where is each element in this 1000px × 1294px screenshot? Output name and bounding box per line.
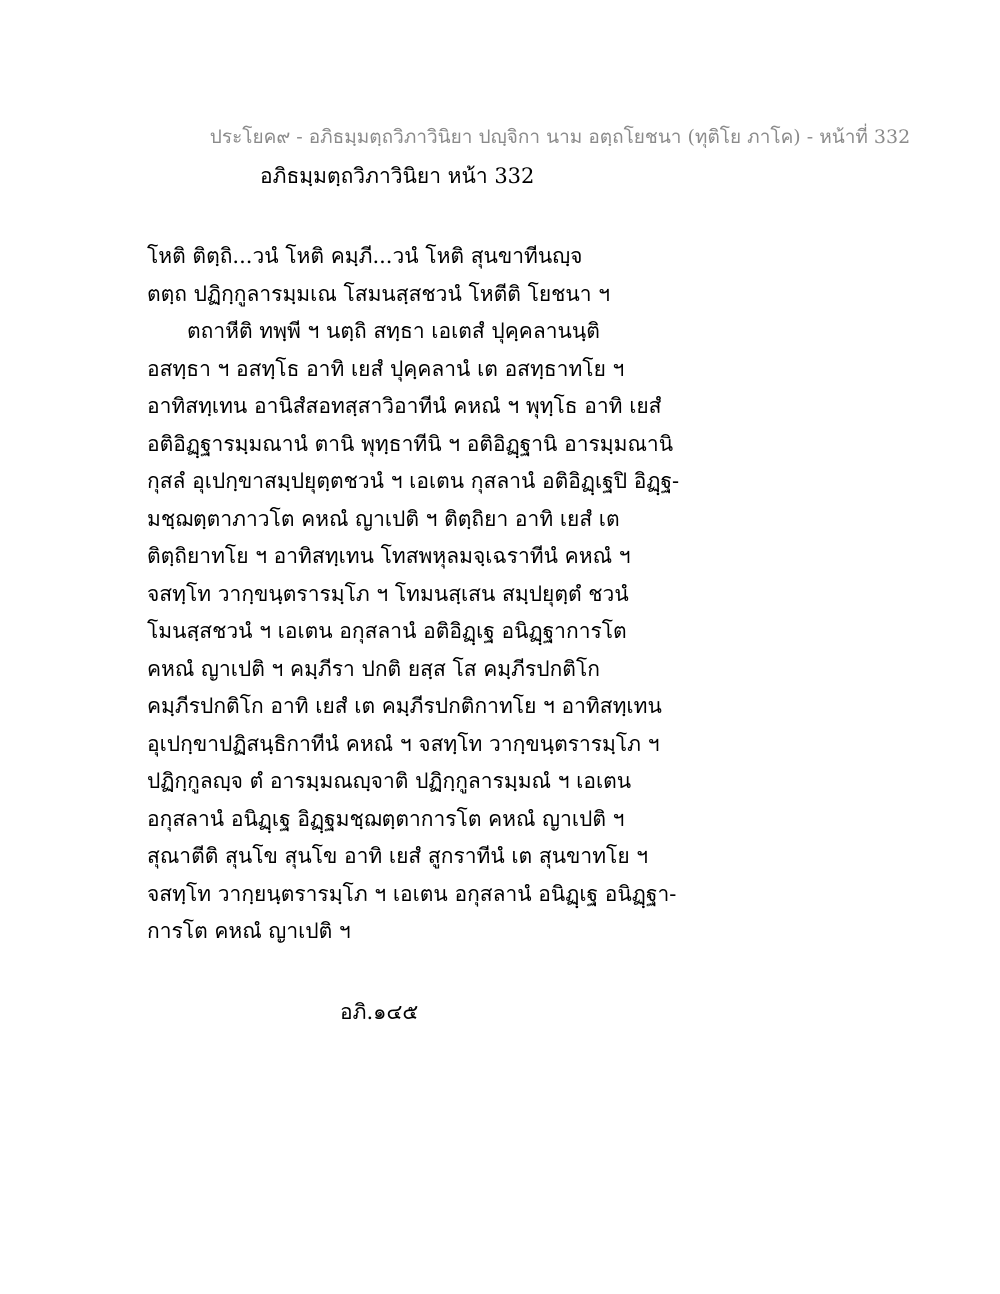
text-line: จสทฺโท วากฺยนฺตรารมฺโภ ฯ เอเตน อกุสลานํ อนิฏฺเฐ อนิฏฺฐา- [147,881,677,906]
text-line: การโต คหณํ ญาเปติ ฯ [147,919,351,943]
text-line: มชฺฌตฺตาภาวโต คหณํ ญาเปติ ฯ ติตฺถิยา อาทิ เยสํ เต [147,506,620,531]
text-line: โหติ ติตฺถิ...วนํ โหติ คมฺภี...วนํ โหติ สุนขาทีนญฺจ [147,244,583,268]
text-line: ตตฺถ ปฏิกฺกูลารมฺมเณ โสมนสฺสชวนํ โหตีติ โยชนา ฯ [147,281,611,306]
text-line: ปฏิกฺกูลญฺจ ตํ อารมฺมณญฺจาติ ปฏิกฺกูลารมฺมณํ ฯ เอเตน [147,769,632,793]
text-line: อาทิสทฺเทน อานิสํสอทสฺสาวิอาทีนํ คหณํ ฯ พุทฺโธ อาทิ เยสํ [147,394,662,418]
text-line: กุสลํ อุเปกฺขาสมฺปยุตฺตชวนํ ฯ เอเตน กุสลานํ อติอิฏฺเฐปิ อิฏฺฐ- [147,469,680,493]
running-header: ประโยค๙ - อภิธมฺมตฺถวิภาวินิยา ปญฺจิกา นาม อตฺถโยชนา (ทุติโย ภาโค) - หน้าที่ 332 [209,126,911,148]
text-line: จสทฺโท วากฺขนฺตรารมฺโภ ฯ โทมนสฺเสน สมฺปยุตฺตํ ชวนํ [147,581,629,606]
text-line: คมฺภีรปกติโก อาทิ เยสํ เต คมฺภีรปกติกาทโย ฯ อาทิสทฺเทน [147,694,662,718]
text-line: คหณํ ญาเปติ ฯ คมฺภีรา ปกติ ยสฺส โส คมฺภีรปกติโก [147,656,600,681]
text-line: โมนสฺสชวนํ ฯ เอเตน อกุสลานํ อติอิฏฺเฐ อนิฏฺฐาการโต [147,619,627,643]
page-heading: อภิธมฺมตฺถวิภาวินิยา หน้า 332 [260,164,535,188]
text-line: อสทฺธา ฯ อสทฺโธ อาทิ เยสํ ปุคฺคลานํ เต อสทฺธาทโย ฯ [147,356,625,381]
text-line: อติอิฏฺฐารมฺมณานํ ตานิ พุทฺธาทีนิ ฯ อติอิฏฺฐานิ อารมฺมณานิ [147,431,674,456]
body-text [147,238,680,951]
text-line: สุณาตีติ สุนโข สุนโข อาทิ เยสํ สูกราทีนํ เต สุนขาทโย ฯ [147,844,649,868]
text-line: ติตฺถิยาทโย ฯ อาทิสทฺเทน โทสพหุลมจฺเฉราทีนํ คหณํ ฯ [147,544,631,568]
text-line: ตถาหีติ ทพฺพี ฯ นตฺถิ สทฺธา เอเตสํ ปุคฺคลานนฺติ [187,319,600,343]
text-line: อุเปกฺขาปฏิสนฺธิกาทีนํ คหณํ ฯ จสทฺโท วากฺขนฺตรารมฺโภ ฯ [147,731,660,756]
page-footer-mark: อภิ.๑๔๕ [340,1000,419,1024]
text-line: อกุสลานํ อนิฏฺเฐ อิฏฺฐมชฺฌตฺตาการโต คหณํ ญาเปติ ฯ [147,806,625,831]
